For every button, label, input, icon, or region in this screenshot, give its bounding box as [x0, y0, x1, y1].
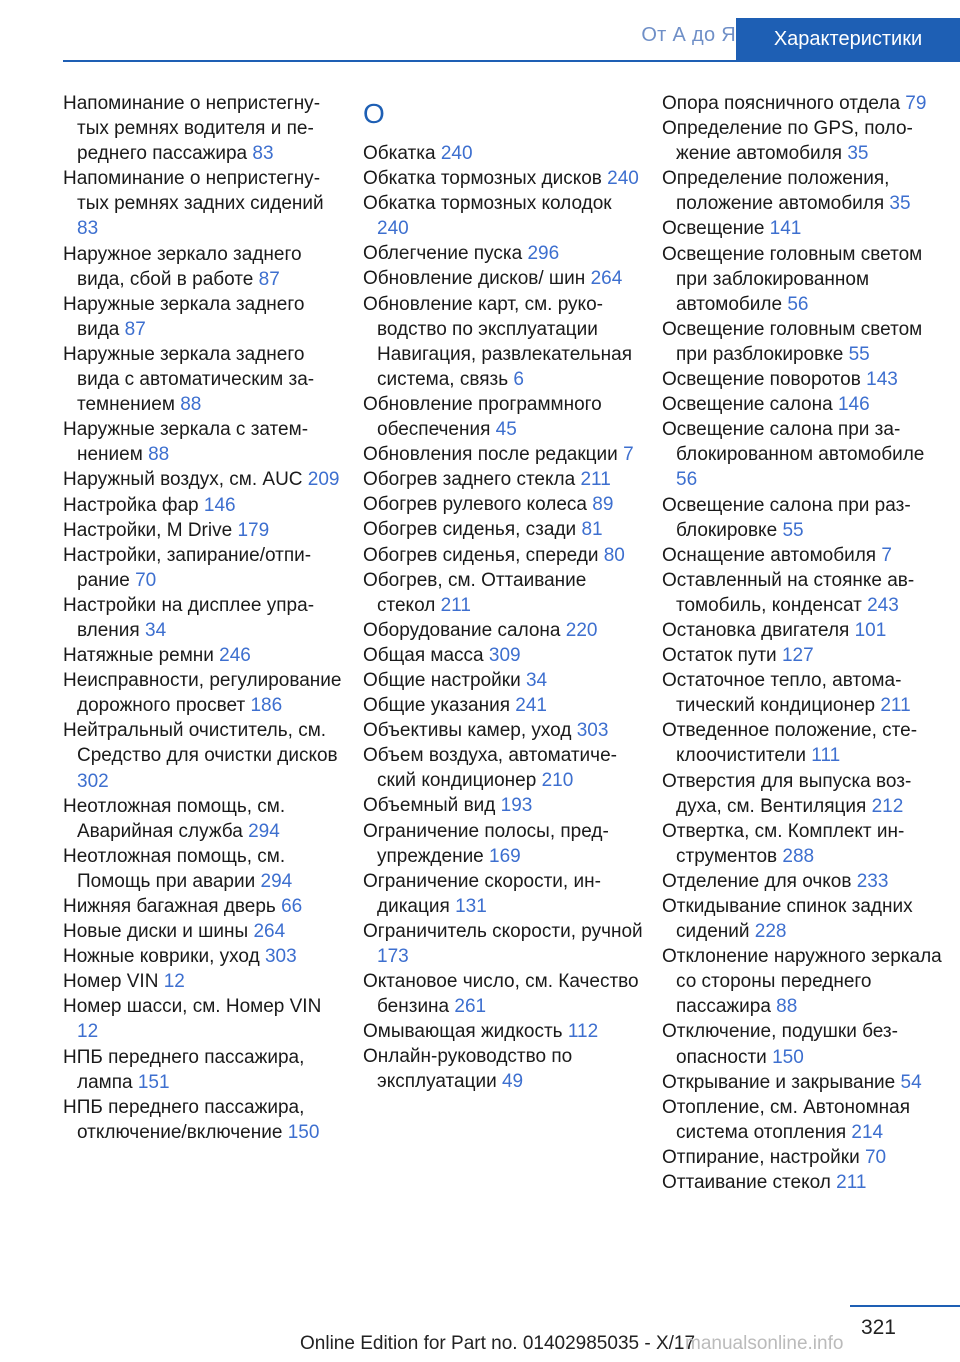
page-reference-link[interactable]: 150 — [772, 1046, 804, 1068]
index-entry-text: Обкатка тормозных колодок — [363, 193, 612, 215]
index-entry-text: Напоминание о непристегнутых ремнях водителя и переднего пассажира — [63, 93, 321, 165]
index-entry — [662, 242, 947, 317]
page-reference-link[interactable]: 169 — [489, 845, 521, 867]
index-entry-text: Открывание и закрывание — [662, 1071, 896, 1093]
index-entry-text: Оборудование салона — [363, 619, 561, 641]
page-reference-link[interactable]: 66 — [281, 896, 303, 917]
index-entry-text: Номер шасси, см. Номер VIN — [63, 996, 322, 1018]
index-entry — [662, 216, 947, 241]
index-entry-text: Освещение поворотов — [662, 369, 861, 391]
page-reference-link[interactable]: 7 — [881, 544, 892, 566]
index-entry-text: Обогрев, см. Оттаивание стекол — [363, 569, 587, 616]
page-reference-link[interactable]: 83 — [77, 218, 99, 240]
page-reference-link[interactable]: 55 — [848, 343, 870, 365]
index-entry — [662, 1145, 947, 1170]
index-entry-text: Освещение — [662, 218, 765, 240]
index-entry-text: Объемный вид — [363, 795, 496, 817]
page-reference-link[interactable]: 83 — [252, 143, 274, 165]
index-entry-text: Обогрев сиденья, сзади — [363, 519, 577, 541]
index-entry-text: Обогрев заднего стекла — [363, 469, 576, 491]
index-entry-text: Обогрев рулевого колеса — [363, 494, 587, 516]
index-entry-text: Отключение, подушки безопасности — [662, 1021, 898, 1068]
index-entry-text: Общие указания — [363, 695, 511, 717]
index-entry-text: Нейтральный очиститель, см. Средство для очистки дисков — [63, 720, 338, 767]
index-entry — [363, 819, 643, 869]
index-entry — [662, 1170, 947, 1195]
index-entry-text: Освещение головным светом при заблокированном автомобиле — [662, 243, 923, 315]
page-reference-link[interactable]: 240 — [440, 143, 473, 164]
index-entry — [662, 367, 947, 392]
index-entry — [662, 894, 947, 944]
index-entry — [662, 769, 947, 819]
index-entry — [662, 317, 947, 367]
page-reference-link[interactable]: 233 — [856, 870, 889, 892]
index-entry-text: Обновление программного обеспечения — [363, 393, 602, 441]
index-entry — [662, 643, 947, 668]
page-reference-link[interactable]: 55 — [782, 519, 804, 541]
index-entry-text: Ограничение полосы, предупреждение — [363, 820, 609, 867]
index-entry-text: Освещение головным светом при разблокировке — [662, 318, 923, 365]
index-entry-text: Отопление, см. Автономная система отопления — [662, 1096, 911, 1143]
index-entry-text: Остаток пути — [662, 645, 777, 667]
page-reference-link[interactable]: 146 — [203, 494, 236, 516]
page-reference-link[interactable]: 81 — [581, 519, 603, 541]
page-reference-link[interactable]: 173 — [377, 946, 409, 967]
index-entry-text: Наружное зеркало заднего вида, сбой в работе — [63, 243, 302, 290]
page-reference-link[interactable]: 45 — [495, 419, 517, 441]
page-reference-link[interactable]: 288 — [782, 845, 815, 867]
index-entry-text: Отклонение наружного зеркала со стороны переднего пассажира — [662, 946, 942, 1018]
page-reference-link[interactable]: 210 — [541, 770, 574, 792]
index-entry — [662, 718, 947, 768]
index-entry-text: Ограничение скорости, индикация — [363, 870, 601, 917]
index-entry-text: Отверстия для выпуска воздуха, см. Вентиляция — [662, 770, 912, 817]
index-entry-text: Объективы камер, уход — [363, 720, 572, 742]
page-reference-link[interactable]: 240 — [607, 168, 639, 190]
index-entry-text: Напоминание о непристегнутых ремнях задних сидений — [63, 168, 324, 215]
index-entry — [63, 417, 343, 467]
page-reference-link[interactable]: 54 — [900, 1071, 922, 1093]
page-reference-link[interactable]: 101 — [854, 619, 887, 641]
page-reference-link[interactable]: 7 — [623, 444, 634, 466]
page-number: 321 — [860, 1316, 896, 1339]
page-reference-link[interactable]: 70 — [864, 1146, 887, 1168]
index-entry — [363, 266, 643, 291]
index-entry-text: Обновление дисков/ шин — [363, 268, 586, 290]
index-entry-text: Отведенное положение, стеклоочистители — [662, 720, 918, 767]
index-entry — [662, 618, 947, 643]
footer-watermark: manualsonline.info — [685, 1333, 844, 1354]
page-reference-link[interactable]: 70 — [135, 569, 157, 591]
index-entry-text: Наружные зеркала с затемнением — [63, 419, 309, 466]
page-reference-link[interactable]: 88 — [148, 444, 170, 466]
index-entry — [63, 242, 343, 292]
page-reference-link[interactable]: 80 — [603, 544, 625, 566]
index-entry — [63, 292, 343, 342]
page-reference-link[interactable]: 246 — [219, 645, 251, 667]
page-reference-link[interactable]: 35 — [847, 143, 869, 165]
index-entry — [662, 493, 947, 543]
index-entry — [363, 141, 643, 166]
index-entry — [662, 668, 947, 718]
page-reference-link[interactable]: 87 — [124, 318, 146, 340]
index-entry — [363, 517, 643, 542]
header-rule — [63, 60, 960, 62]
page-reference-link[interactable]: 243 — [867, 594, 899, 616]
index-entry — [363, 969, 643, 1019]
index-entry — [363, 241, 643, 266]
index-entry-text: Определение по GPS, положение автомобиля — [662, 118, 913, 165]
index-entry-text: Номер VIN — [63, 971, 159, 993]
page-reference-link[interactable]: 88 — [776, 996, 798, 1018]
index-entry-text: Остановка двигателя — [662, 619, 850, 641]
index-entry-text: Нижняя багажная дверь — [63, 896, 276, 917]
page-reference-link[interactable]: 212 — [871, 795, 904, 817]
index-entry — [63, 1045, 343, 1095]
index-entry — [662, 944, 947, 1019]
index-entry-text: НПБ переднего пассажира, отключение/включение — [63, 1096, 305, 1143]
index-entry — [363, 793, 643, 818]
index-entry — [63, 543, 343, 593]
index-entry — [363, 693, 643, 718]
page-reference-link[interactable]: 309 — [488, 644, 521, 666]
page-reference-link[interactable]: 228 — [754, 921, 787, 943]
index-entry — [63, 894, 343, 919]
page-reference-link[interactable]: 211 — [440, 594, 471, 616]
index-entry-text: Объем воздуха, автоматический кондиционер — [363, 745, 617, 792]
page-reference-link[interactable]: 211 — [580, 469, 611, 491]
page-reference-link[interactable]: 303 — [264, 946, 297, 968]
index-entry — [63, 166, 343, 241]
index-entry-text: Обкатка тормозных дисков — [363, 168, 602, 190]
page-reference-link[interactable]: 56 — [676, 469, 698, 491]
page-reference-link[interactable]: 150 — [287, 1121, 320, 1143]
index-entry — [662, 568, 947, 618]
index-entry — [63, 91, 343, 166]
index-entry — [363, 392, 643, 442]
index-entry-text: Общая масса — [363, 644, 484, 666]
page-reference-link[interactable]: 209 — [307, 469, 340, 491]
index-entry-text: Омывающая жидкость — [363, 1021, 563, 1043]
index-entry-text: Облегчение пуска — [363, 243, 523, 265]
page-reference-link[interactable]: 241 — [515, 695, 547, 717]
index-entry — [662, 116, 947, 166]
index-entry-text: Онлайн-руководство по эксплуатации — [363, 1046, 573, 1093]
index-entry — [63, 342, 343, 417]
page-reference-link[interactable]: 34 — [525, 669, 548, 691]
index-entry — [662, 819, 947, 869]
index-entry-text: Освещение салона при разблокировке — [662, 494, 911, 541]
page-reference-link[interactable]: 214 — [851, 1121, 884, 1143]
index-entry — [63, 919, 343, 944]
index-entry — [63, 944, 343, 969]
header-chapter-tab: Характеристики — [736, 18, 960, 60]
index-entry — [63, 794, 343, 844]
index-entry-text: Новые диски и шины — [63, 921, 249, 943]
index-entry — [363, 869, 643, 919]
index-entry — [63, 844, 343, 894]
index-entry — [63, 493, 343, 518]
index-entry — [662, 1095, 947, 1145]
page-reference-link[interactable]: 56 — [787, 293, 809, 315]
index-entry-text: Освещение салона — [662, 394, 833, 416]
index-entry — [363, 668, 643, 693]
index-entry-text: Наружные зеркала заднего вида — [63, 293, 305, 340]
index-entry — [662, 869, 947, 894]
index-entry-text: Освещение салона при заблокированном автомобиле — [662, 419, 925, 466]
page-reference-link[interactable]: 294 — [248, 820, 280, 842]
index-entry — [363, 1044, 643, 1094]
page-reference-link[interactable]: 131 — [455, 895, 487, 917]
index-entry — [63, 718, 343, 793]
index-entry-text: Определение положения, положение автомобиля — [662, 168, 890, 215]
index-entry-text: Наружные зеркала заднего вида с автоматическим затемнением — [63, 343, 315, 416]
index-entry-text: Отпирание, настройки — [662, 1146, 860, 1168]
index-entry — [363, 919, 643, 969]
index-entry — [363, 1019, 643, 1044]
index-entry — [63, 994, 343, 1044]
footer-edition: Online Edition for Part no. 01402985035 - X/17 — [300, 1333, 696, 1354]
page-reference-link[interactable]: 146 — [837, 394, 870, 416]
index-entry-text: Обкатка — [363, 143, 436, 164]
index-entry-text: НПБ переднего пассажира, лампа — [63, 1046, 305, 1093]
page-reference-link[interactable]: 261 — [454, 996, 487, 1018]
page-reference-link[interactable]: 89 — [592, 494, 614, 516]
section-letter-heading: О — [363, 98, 385, 129]
page-reference-link[interactable]: 193 — [500, 795, 533, 817]
index-entry-text: Отделение для очков — [662, 870, 852, 892]
index-entry-text: Ножные коврики, уход — [63, 946, 260, 968]
page-reference-link[interactable]: 49 — [501, 1071, 524, 1093]
page-reference-link[interactable]: 264 — [590, 268, 623, 290]
page-reference-link[interactable]: 211 — [836, 1172, 867, 1194]
index-entry — [63, 668, 343, 718]
header-section-tab: От А до Я — [641, 24, 736, 46]
index-entry — [63, 467, 343, 492]
index-entry-text: Октановое число, см. Качество бензина — [363, 971, 639, 1018]
page-reference-link[interactable]: 211 — [880, 695, 911, 717]
index-entry — [363, 442, 643, 467]
page-reference-link[interactable]: 35 — [889, 193, 911, 215]
index-entry-text: Обогрев сиденья, спереди — [363, 544, 599, 566]
index-entry-text: Настройка фар — [63, 494, 199, 516]
page-reference-link[interactable]: 240 — [377, 218, 409, 240]
index-entry — [662, 392, 947, 417]
index-entry — [662, 166, 947, 216]
index-entry — [63, 1095, 343, 1145]
index-entry — [363, 543, 643, 568]
index-column-2 — [363, 91, 643, 1095]
index-entry — [63, 969, 343, 994]
index-entry — [363, 568, 643, 618]
index-entry — [363, 643, 643, 668]
index-entry — [363, 292, 643, 392]
page-reference-link[interactable]: 88 — [180, 394, 202, 416]
index-entry-text: Опора поясничного отдела — [662, 93, 901, 114]
index-entry-text: Остаточное тепло, автоматический кондиционер — [662, 670, 902, 717]
footer-rule — [850, 1305, 960, 1307]
index-entry-text: Оставленный на стоянке автомобиль, конденсат — [662, 569, 915, 616]
page-reference-link[interactable]: 151 — [137, 1071, 170, 1093]
index-entry — [63, 643, 343, 668]
index-entry — [363, 618, 643, 643]
index-entry-text: Оттаивание стекол — [662, 1172, 831, 1194]
page-reference-link[interactable]: 34 — [145, 619, 167, 641]
index-entry-text: Настройки на дисплее управления — [63, 594, 315, 641]
page-reference-link[interactable]: 294 — [260, 870, 293, 892]
index-entry-text: Обновления после редакции — [363, 444, 618, 466]
index-entry — [363, 191, 643, 241]
page-reference-link[interactable]: 12 — [77, 1021, 99, 1043]
page-reference-link[interactable]: 6 — [513, 368, 524, 390]
index-entry-text: Общие настройки — [363, 669, 521, 691]
page-reference-link[interactable]: 12 — [163, 971, 185, 993]
index-entry-text: Оснащение автомобиля — [662, 544, 877, 566]
index-entry-text: Неотложная помощь, см. Аварийная служба — [63, 795, 286, 842]
index-entry-text: Откидывание спинок задних сидений — [662, 896, 913, 943]
index-entry — [662, 1070, 947, 1095]
index-entry-text: Наружный воздух, см. AUC — [63, 469, 303, 491]
page-reference-link[interactable]: 112 — [567, 1021, 599, 1043]
index-entry-text: Неисправности, регулирование дорожного просвет — [63, 670, 342, 717]
index-column-3 — [662, 91, 947, 1195]
index-entry-text: Отвертка, см. Комплект инструментов — [662, 820, 905, 867]
page-reference-link[interactable]: 264 — [253, 921, 286, 943]
page-reference-link[interactable]: 111 — [811, 745, 841, 767]
index-entry — [662, 417, 947, 492]
page-reference-link[interactable]: 127 — [781, 645, 814, 667]
page-reference-link[interactable]: 141 — [769, 218, 802, 240]
index-entry — [63, 593, 343, 643]
index-entry-text: Настройки, M Drive — [63, 519, 233, 541]
index-entry — [363, 467, 643, 492]
page-reference-link[interactable]: 220 — [565, 619, 598, 641]
index-entry-text: Обновление карт, см. руководство по эксплуатации Навигация, развлекательная система, связь — [363, 293, 632, 390]
page-reference-link[interactable]: 87 — [258, 268, 280, 290]
index-entry — [363, 492, 643, 517]
page-reference-link[interactable]: 303 — [576, 720, 609, 742]
index-entry-text: Ограничитель скорости, ручной — [363, 920, 643, 942]
page-reference-link[interactable]: 302 — [77, 770, 109, 792]
index-entry — [363, 718, 643, 743]
page-reference-link[interactable]: 296 — [527, 243, 560, 265]
page-reference-link[interactable]: 179 — [237, 519, 270, 541]
index-entry-text: Натяжные ремни — [63, 645, 214, 667]
index-column-1 — [63, 91, 343, 1145]
index-entry-text: Настройки, запирание/отпирание — [63, 544, 312, 591]
index-entry — [363, 743, 643, 793]
page-reference-link[interactable]: 143 — [866, 369, 898, 391]
page-reference-link[interactable]: 79 — [905, 93, 927, 114]
index-entry — [363, 166, 643, 191]
index-entry — [63, 518, 343, 543]
index-entry — [662, 91, 947, 116]
index-entry — [662, 543, 947, 568]
index-entry-text: Неотложная помощь, см. Помощь при аварии — [63, 845, 286, 892]
page-reference-link[interactable]: 186 — [250, 695, 283, 717]
index-entry — [662, 1019, 947, 1069]
